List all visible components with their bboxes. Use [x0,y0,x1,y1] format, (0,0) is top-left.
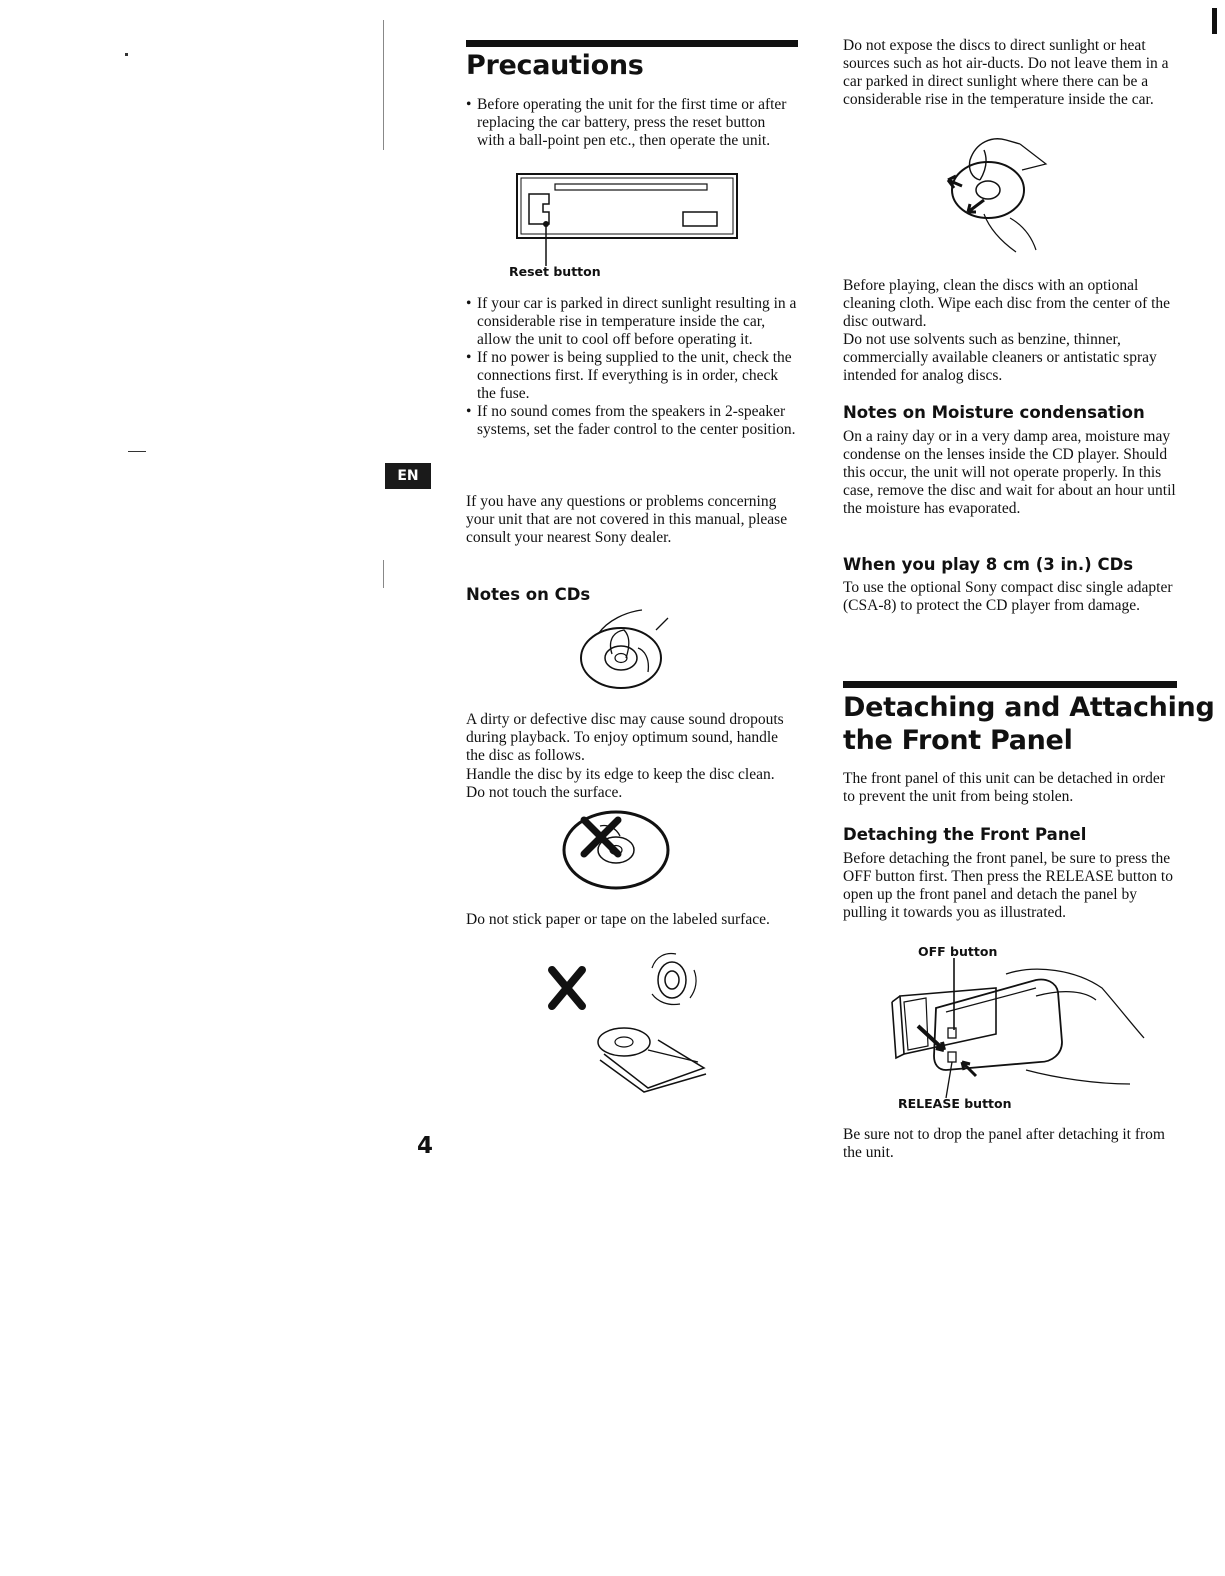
disc-handling-illustration [578,606,674,692]
list-item: • Before operating the unit for the first time or after replacing the car battery, press the reset button with a ball-point pen etc., then operate the unit. [466,96,796,150]
detaching-title-line1: Detaching and Attaching [843,692,1215,723]
clean-paragraph: Before playing, clean the discs with an optional cleaning cloth. Wipe each disc from the center of the disc outward. [843,277,1171,330]
list-item: • If your car is parked in direct sunlight resulting in a considerable rise in temperature inside the car, allow the unit to cool off before operating it. [466,295,798,349]
no-paper-tape-illustration [548,950,716,1090]
moisture-paragraph: On a rainy day or in a very damp area, moisture may condense on the lenses inside the CD player. Should this occur, the unit will not operate properly. In this case, remove the disc and wait for about an hour until the moisture has evaporated. [843,428,1176,517]
scan-dot [125,53,128,56]
release-button-caption: RELEASE button [898,1096,1012,1111]
no-touch-surface-illustration [560,806,672,892]
precautions-title: Precautions [466,50,644,81]
sunlight-paragraph: Do not expose the discs to direct sunlight or heat sources such as hot air-ducts. Do not leave them in a car parked in direct sunlight where there can be a considerable rise in the temperature inside the car. [843,37,1169,108]
detaching-instructions: Before detaching the front panel, be sure to press the OFF button first. Then press the RELEASE button to open up the front panel and detach the panel by pulling it towards you as illustrated. [843,850,1173,921]
handle-edge-paragraph: Handle the disc by its edge to keep the disc clean. Do not touch the surface. [466,766,775,801]
off-button-caption: OFF button [918,944,998,959]
list-item: • If no sound comes from the speakers in 2-speaker systems, set the fader control to the center position. [466,403,798,439]
detaching-subheading: Detaching the Front Panel [843,825,1087,844]
no-sunlight-illustration [940,130,1050,254]
page-number: 4 [417,1133,434,1159]
section-rule [843,681,1177,688]
reset-button-diagram [515,172,739,268]
solvents-paragraph: Do not use solvents such as benzine, thinner, commercially available cleaners or antistatic spray intended for analog discs. [843,331,1157,384]
front-panel-illustration [886,958,1148,1098]
dirty-disc-paragraph: A dirty or defective disc may cause sound dropouts during playback. To enjoy optimum sound, handle the disc as follows. [466,711,784,764]
drop-note-paragraph: Be sure not to drop the panel after detaching it from the unit. [843,1126,1165,1161]
reset-button-caption: Reset button [509,264,601,279]
scan-dash [128,451,146,452]
eight-cm-paragraph: To use the optional Sony compact disc single adapter (CSA-8) to protect the CD player from damage. [843,579,1173,614]
moisture-heading: Notes on Moisture condensation [843,403,1145,422]
list-item: • If no power is being supplied to the unit, check the connections first. If everything is in order, check the fuse. [466,349,798,403]
language-tab: EN [385,463,431,489]
precaution-list [466,295,798,439]
questions-paragraph: If you have any questions or problems concerning your unit that are not covered in this manual, please consult your nearest Sony dealer. [466,493,788,546]
no-stick-paragraph: Do not stick paper or tape on the labeled surface. [466,911,770,928]
scan-margin-line [383,20,384,150]
notes-cds-heading: Notes on CDs [466,585,591,604]
eight-cm-heading: When you play 8 cm (3 in.) CDs [843,555,1134,574]
scan-dot [1212,8,1217,34]
section-rule [466,40,798,47]
detaching-title-line2: the Front Panel [843,725,1073,756]
scan-margin-line [383,560,384,588]
detaching-intro: The front panel of this unit can be detached in order to prevent the unit from being stolen. [843,770,1165,805]
precaution-list-reset [466,96,796,150]
